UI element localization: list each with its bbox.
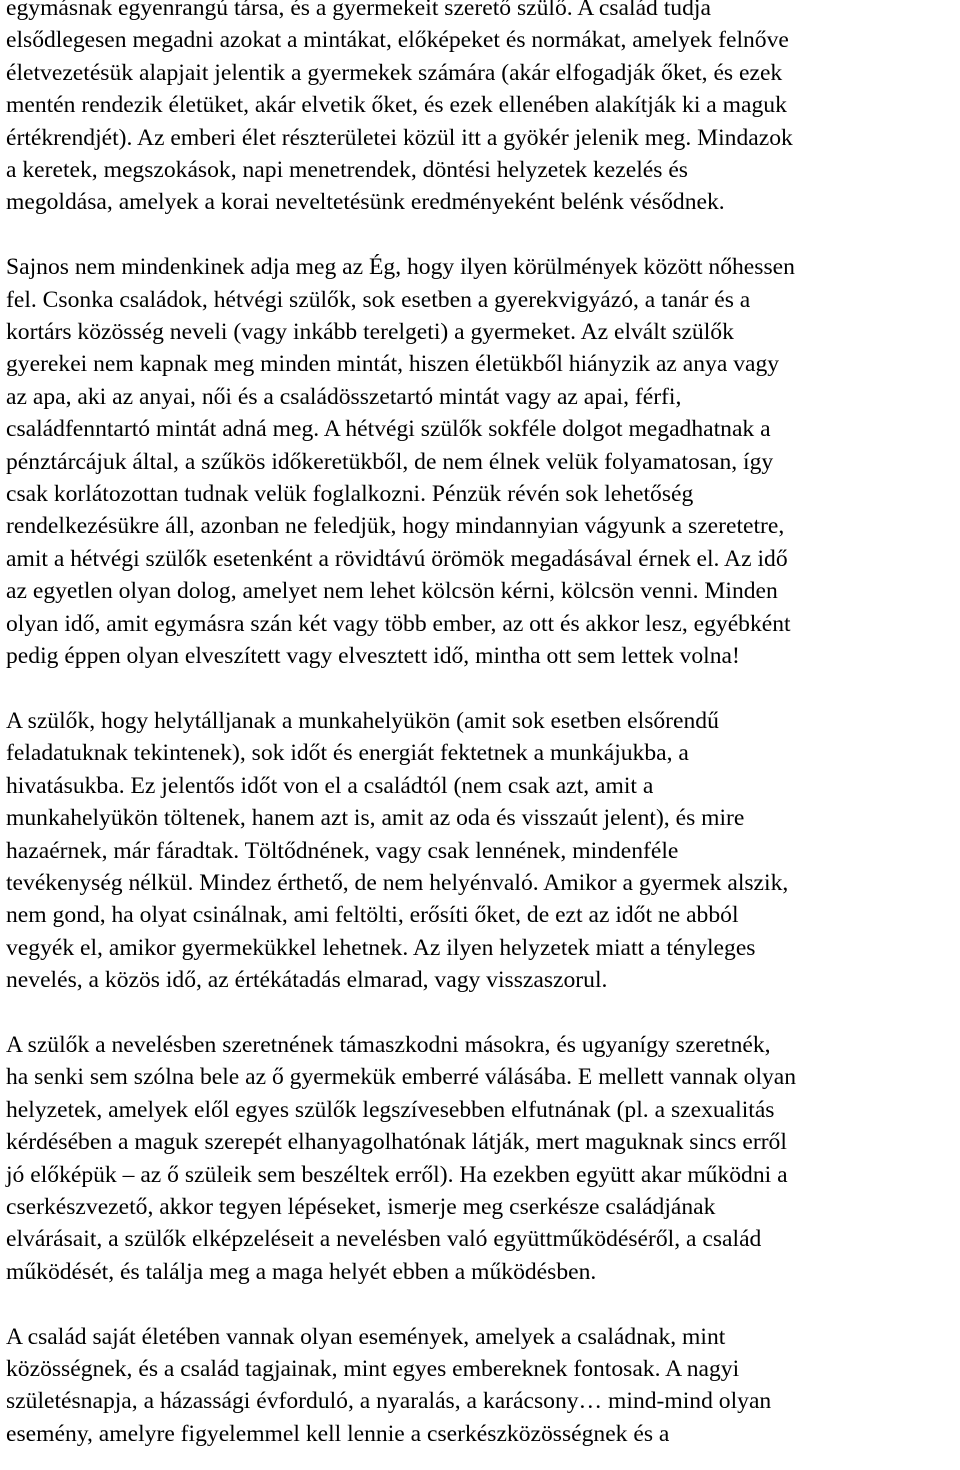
text-line: gyerekei nem kapnak meg minden mintát, hiszen életükből hiányzik az anya vagy — [6, 351, 780, 378]
text-line: cserkészvezető, akkor tegyen lépéseket, ismerje meg cserkésze családjának — [6, 1193, 716, 1220]
text-line: munkahelyükön töltenek, hanem azt is, amit az oda és visszaút jelent), és mire — [6, 805, 745, 832]
text-line: születésnapja, a házassági évforduló, a nyaralás, a karácsony… mind-mind olyan — [6, 1388, 772, 1415]
text-line: vegyék el, amikor gyermekükkel lehetnek. Az ilyen helyzetek miatt a tényleges — [6, 934, 756, 961]
text-line: közösségnek, és a család tagjainak, mint egyes embereknek fontosak. A nagyi — [6, 1356, 740, 1382]
text-line: az apa, aki az anyai, női és a családösszetartó mintát vagy az apai, férfi, — [6, 383, 682, 410]
text-line: családfenntartó mintát adná meg. A hétvégi szülők sokféle dolgot megadhatnak a — [6, 416, 771, 443]
text-line: A szülők a nevelésben szeretnének támaszkodni másokra, és ugyanígy szeretnék, — [6, 1031, 771, 1058]
paragraph — [6, 251, 956, 672]
text-line: kortárs közösség neveli (vagy inkább terelgeti) a gyermeket. Az elvált szülők — [6, 319, 734, 346]
text-line: a keretek, megszokások, napi menetrendek, döntési helyzetek kezelés és — [6, 157, 688, 184]
text-line: A család saját életében vannak olyan események, amelyek a családnak, mint — [6, 1323, 726, 1350]
text-line: nem gond, ha olyat csinálnak, ami feltölti, erősíti őket, de ezt az időt ne abból — [6, 902, 739, 929]
text-line: értékrendjét). Az emberi élet részterületei közül itt a gyökér jelenik meg. Mindazok — [6, 124, 793, 151]
text-line: hivatásukba. Ez jelentős időt von el a családtól (nem csak azt, amit a — [6, 772, 654, 799]
text-line: tevékenység nélkül. Mindez érthető, de nem helyénvaló. Amikor a gyermek alszik, — [6, 869, 789, 896]
paragraph — [6, 0, 956, 219]
text-line: feladatuknak tekintenek), sok időt és energiát fektetnek a munkájukba, a — [6, 740, 689, 767]
text-line: elvárásait, a szülők elképzeléseit a nevelésben való együttműködéséről, a család — [6, 1226, 762, 1253]
text-line: hazaérnek, már fáradtak. Töltődnének, vagy csak lennének, mindenféle — [6, 837, 679, 864]
paragraph — [6, 1321, 956, 1451]
text-line: működését, és találja meg a maga helyét ebben a működésben. — [6, 1258, 597, 1285]
document-page — [6, 0, 956, 1450]
text-line: rendelkezésükre áll, azonban ne feledjük, hogy mindannyian vágyunk a szeretetre, — [6, 513, 785, 540]
paragraph — [6, 705, 956, 997]
text-line: esemény, amelyre figyelemmel kell lennie a cserkészközösségnek és a — [6, 1420, 670, 1447]
text-line: fel. Csonka családok, hétvégi szülők, sok esetben a gyerekvigyázó, a tanár és a — [6, 286, 751, 313]
text-line: egymásnak egyenrangú társa, és a gyermekeit szerető szülő. A család tudja — [6, 0, 711, 21]
text-line: pénztárcájuk által, a szűkös időkeretükből, de nem élnek velük folyamatosan, így — [6, 448, 774, 475]
text-line: megoldása, amelyek a korai neveltetésünk eredményeként belénk vésődnek. — [6, 189, 725, 216]
paragraph — [6, 1029, 956, 1288]
text-line: mentén rendezik életüket, akár elvetik őket, és ezek ellenében alakítják ki a maguk — [6, 92, 787, 119]
text-line: olyan idő, amit egymásra szán két vagy több ember, az ott és akkor lesz, egyébként — [6, 610, 791, 637]
text-line: A szülők, hogy helytálljanak a munkahelyükön (amit sok esetben elsőrendű — [6, 707, 719, 734]
text-line: amit a hétvégi szülők esetenként a rövidtávú örömök megadásával érnek el. Az idő — [6, 545, 788, 572]
text-line: Sajnos nem mindenkinek adja meg az Ég, hogy ilyen körülmények között nőhessen — [6, 254, 795, 281]
text-line: elsődlegesen megadni azokat a mintákat, előképeket és normákat, amelyek felnőve — [6, 27, 789, 54]
text-line: az egyetlen olyan dolog, amelyet nem lehet kölcsön kérni, kölcsön venni. Minden — [6, 578, 778, 605]
text-line: ha senki sem szólna bele az ő gyermekük emberré válásába. E mellett vannak olyan — [6, 1064, 797, 1091]
text-line: helyzetek, amelyek elől egyes szülők legszívesebben elfutnának (pl. a szexualitás — [6, 1096, 775, 1123]
text-line: kérdésében a maguk szerepét elhanyagolhatónak látják, mert maguknak sincs erről — [6, 1129, 787, 1156]
text-line: jó előképük – az ő szüleik sem beszéltek erről). Ha ezekben együtt akar működni a — [6, 1161, 788, 1188]
text-line: csak korlátozottan tudnak velük foglalkozni. Pénzük révén sok lehetőség — [6, 481, 694, 508]
text-line: pedig éppen olyan elveszített vagy elvesztett idő, mintha ott sem lettek volna! — [6, 643, 740, 670]
text-line: nevelés, a közös idő, az értékátadás elmarad, vagy visszaszorul. — [6, 967, 608, 994]
text-line: életvezetésük alapjait jelentik a gyermekek számára (akár elfogadják őket, és ezek — [6, 59, 783, 86]
